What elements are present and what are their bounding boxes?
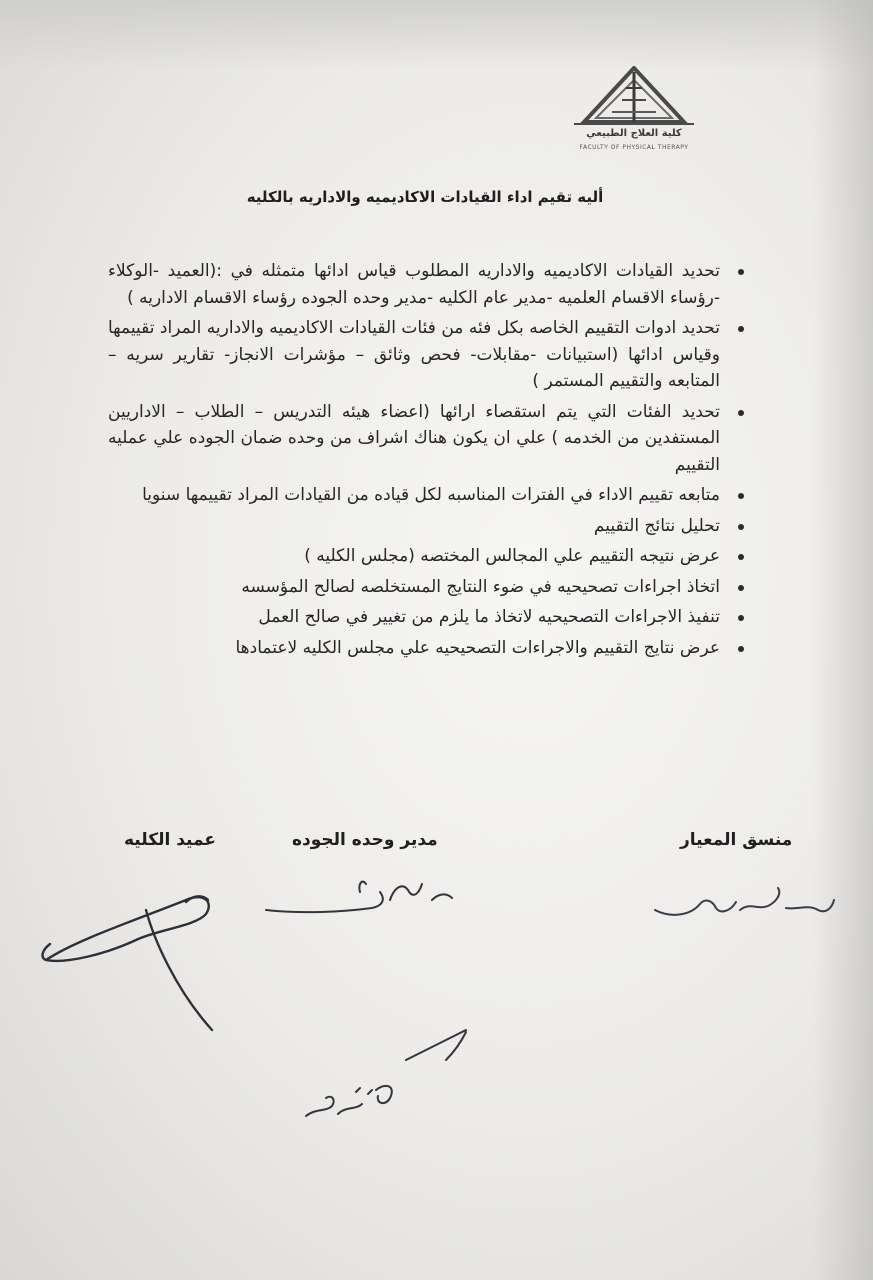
bullet-icon [738, 554, 744, 560]
page-shadow-right [813, 0, 873, 1280]
pyramid-logo-icon [572, 66, 696, 128]
dean-label: عميد الكليه [124, 830, 216, 850]
bullet-icon [738, 524, 744, 530]
bullet-icon [738, 493, 744, 499]
document-title: أليه تقيم اداء القيادات الاكاديميه والاداريه بالكليه [246, 188, 604, 206]
list-item-text: تحديد القيادات الاكاديميه والاداريه المطلوب قياس ادائها متمثله في :(العميد -الوكلاء -رؤساء الاقسام العلميه -مدير عام الكليه -مدير وحده الجوده رؤساء الاقسام الاداريه ) [108, 261, 720, 308]
list-item [108, 258, 720, 311]
page-shadow-top [0, 0, 873, 70]
list-item [108, 482, 720, 509]
bullet-icon [738, 585, 744, 591]
list-item-text: اتخاذ اجراءات تصحيحيه في ضوء النتايج المستخلصه لصالح المؤسسه [241, 576, 720, 597]
bullet-icon [738, 410, 744, 416]
list-item [108, 315, 720, 395]
procedure-list [108, 258, 720, 665]
list-item-text: عرض نتيجه التقييم علي المجالس المختصه (مجلس الكليه ) [304, 546, 720, 566]
faculty-logo [572, 66, 696, 154]
list-item [108, 604, 720, 631]
list-item-text: تحديد ادوات التقييم الخاصه بكل فئه من فئات القيادات الاكاديميه والاداريه المراد تقييمها وقياس ادائها (استبيانات -مقابلات- فحص وثائق – مؤشرات الانجاز- تقارير سريه – المتابعه والتقييم المستمر ) [108, 318, 720, 391]
handwritten-note-signature [286, 1020, 486, 1130]
bullet-icon [738, 646, 744, 652]
logo-subtitle: FACULTY OF PHYSICAL THERAPY [579, 144, 689, 151]
list-item-text: عرض نتايج التقييم والاجراءات التصحيحيه علي مجلس الكليه لاعتمادها [235, 637, 720, 658]
bullet-icon [738, 615, 744, 621]
list-item-text: متابعه تقييم الاداء في الفترات المناسبه لكل قياده من القيادات المراد تقييمها سنويا [142, 485, 720, 505]
list-item [108, 513, 720, 540]
list-item-text: تحليل نتائج التقييم [593, 515, 720, 536]
bullet-icon [738, 326, 744, 332]
quality-manager-label: مدير وحده الجوده [292, 830, 438, 850]
list-item [108, 635, 720, 662]
list-item [108, 399, 720, 479]
list-item-text: تنفيذ الاجراءات التصحيحيه لاتخاذ ما يلزم من تغيير في صالح العمل [258, 607, 720, 627]
list-item [108, 574, 720, 601]
coordinator-label: منسق المعيار [680, 830, 793, 850]
list-item-text: تحديد الفئات التي يتم استقصاء ارائها (اعضاء هيئه التدريس – الطلاب – الاداريين المستفدين من الخدمه ) علي ان يكون هناك اشراف من وحده ضمان الجوده علي عمليه التقييم [108, 401, 720, 475]
logo-title: كلية العلاج الطبيعي [586, 128, 682, 139]
dean-signature [36, 880, 226, 1040]
list-item [108, 543, 720, 570]
coordinator-signature [650, 880, 840, 930]
quality-manager-signature [262, 870, 462, 920]
bullet-icon [738, 269, 744, 275]
